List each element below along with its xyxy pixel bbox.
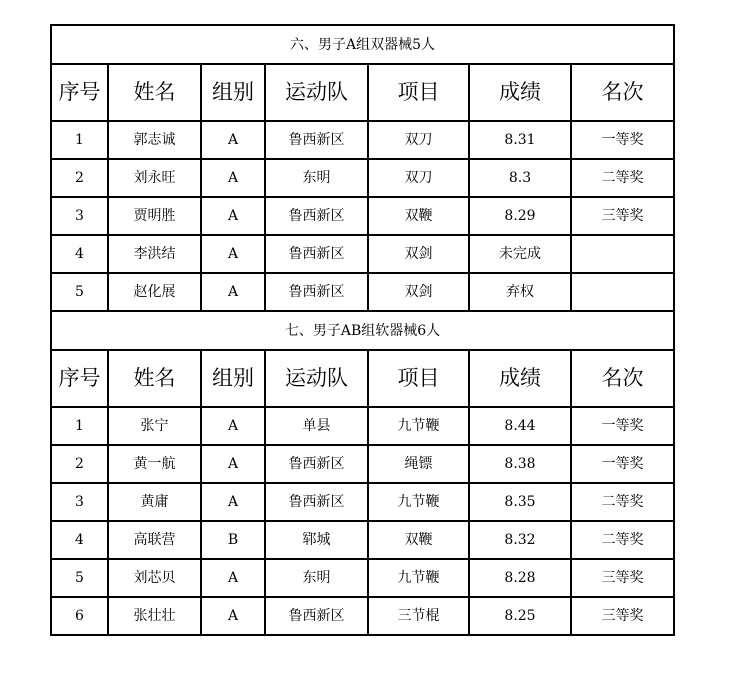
cell-score: 8.25: [469, 597, 571, 635]
cell-team: 鲁西新区: [265, 235, 368, 273]
cell-score: 8.32: [469, 521, 571, 559]
column-header-team: 运动队: [265, 64, 368, 121]
column-header-score: 成绩: [469, 350, 571, 407]
cell-score: 8.3: [469, 159, 571, 197]
cell-rank: 三等奖: [571, 597, 674, 635]
table-row: [51, 407, 674, 445]
cell-name: 刘永旺: [108, 159, 201, 197]
cell-seq: 5: [51, 273, 108, 311]
header-row: [51, 64, 674, 121]
cell-seq: 4: [51, 235, 108, 273]
column-header-group: 组别: [201, 64, 265, 121]
column-header-score: 成绩: [469, 64, 571, 121]
section-title: 六、男子A组双器械5人: [51, 25, 674, 64]
cell-group: A: [201, 597, 265, 635]
table-row: [51, 273, 674, 311]
cell-team: 东明: [265, 159, 368, 197]
column-header-event: 项目: [368, 350, 469, 407]
cell-event: 双刀: [368, 121, 469, 159]
cell-group: A: [201, 273, 265, 311]
cell-group: A: [201, 407, 265, 445]
cell-name: 赵化展: [108, 273, 201, 311]
column-header-name: 姓名: [108, 64, 201, 121]
cell-event: 九节鞭: [368, 559, 469, 597]
table-row: [51, 159, 674, 197]
cell-group: A: [201, 235, 265, 273]
cell-group: A: [201, 197, 265, 235]
cell-name: 黄一航: [108, 445, 201, 483]
cell-rank: 三等奖: [571, 559, 674, 597]
cell-name: 贾明胜: [108, 197, 201, 235]
cell-rank: 三等奖: [571, 197, 674, 235]
cell-name: 黄庸: [108, 483, 201, 521]
cell-name: 郭志诚: [108, 121, 201, 159]
cell-score: 8.29: [469, 197, 571, 235]
column-header-group: 组别: [201, 350, 265, 407]
cell-score: 8.31: [469, 121, 571, 159]
cell-name: 李洪结: [108, 235, 201, 273]
cell-name: 张宁: [108, 407, 201, 445]
cell-event: 三节棍: [368, 597, 469, 635]
cell-event: 九节鞭: [368, 407, 469, 445]
cell-team: 鲁西新区: [265, 197, 368, 235]
cell-score: 8.35: [469, 483, 571, 521]
column-header-seq: 序号: [51, 64, 108, 121]
cell-rank: [571, 235, 674, 273]
section-title: 七、男子AB组软器械6人: [51, 311, 674, 350]
cell-rank: [571, 273, 674, 311]
cell-rank: 二等奖: [571, 483, 674, 521]
column-header-rank: 名次: [571, 350, 674, 407]
cell-group: A: [201, 159, 265, 197]
cell-group: B: [201, 521, 265, 559]
column-header-seq: 序号: [51, 350, 108, 407]
cell-rank: 二等奖: [571, 159, 674, 197]
section-title-row: [51, 311, 674, 350]
cell-team: 东明: [265, 559, 368, 597]
table-row: [51, 559, 674, 597]
column-header-team: 运动队: [265, 350, 368, 407]
cell-group: A: [201, 483, 265, 521]
cell-rank: 一等奖: [571, 121, 674, 159]
cell-seq: 2: [51, 159, 108, 197]
cell-seq: 1: [51, 407, 108, 445]
cell-group: A: [201, 559, 265, 597]
cell-team: 鲁西新区: [265, 121, 368, 159]
cell-event: 双剑: [368, 235, 469, 273]
table-row: [51, 121, 674, 159]
table-row: [51, 197, 674, 235]
cell-seq: 6: [51, 597, 108, 635]
cell-seq: 2: [51, 445, 108, 483]
cell-name: 刘芯贝: [108, 559, 201, 597]
cell-event: 双鞭: [368, 521, 469, 559]
header-row: [51, 350, 674, 407]
cell-seq: 1: [51, 121, 108, 159]
cell-team: 鲁西新区: [265, 483, 368, 521]
cell-group: A: [201, 445, 265, 483]
cell-event: 九节鞭: [368, 483, 469, 521]
cell-rank: 二等奖: [571, 521, 674, 559]
cell-seq: 4: [51, 521, 108, 559]
cell-team: 鲁西新区: [265, 273, 368, 311]
cell-team: 单县: [265, 407, 368, 445]
table-row: [51, 445, 674, 483]
table-row: [51, 521, 674, 559]
table-row: [51, 483, 674, 521]
cell-team: 郓城: [265, 521, 368, 559]
cell-seq: 3: [51, 483, 108, 521]
cell-score: 8.38: [469, 445, 571, 483]
cell-team: 鲁西新区: [265, 445, 368, 483]
cell-team: 鲁西新区: [265, 597, 368, 635]
section-title-row: [51, 25, 674, 64]
column-header-event: 项目: [368, 64, 469, 121]
cell-name: 张壮壮: [108, 597, 201, 635]
cell-score: 8.28: [469, 559, 571, 597]
results-table: [50, 24, 675, 636]
cell-name: 高联营: [108, 521, 201, 559]
cell-seq: 5: [51, 559, 108, 597]
cell-score: 弃权: [469, 273, 571, 311]
column-header-name: 姓名: [108, 350, 201, 407]
cell-event: 双刀: [368, 159, 469, 197]
table-row: [51, 597, 674, 635]
cell-score: 未完成: [469, 235, 571, 273]
cell-group: A: [201, 121, 265, 159]
cell-event: 双剑: [368, 273, 469, 311]
cell-event: 双鞭: [368, 197, 469, 235]
column-header-rank: 名次: [571, 64, 674, 121]
cell-event: 绳镖: [368, 445, 469, 483]
cell-seq: 3: [51, 197, 108, 235]
cell-rank: 一等奖: [571, 445, 674, 483]
cell-rank: 一等奖: [571, 407, 674, 445]
cell-score: 8.44: [469, 407, 571, 445]
table-row: [51, 235, 674, 273]
